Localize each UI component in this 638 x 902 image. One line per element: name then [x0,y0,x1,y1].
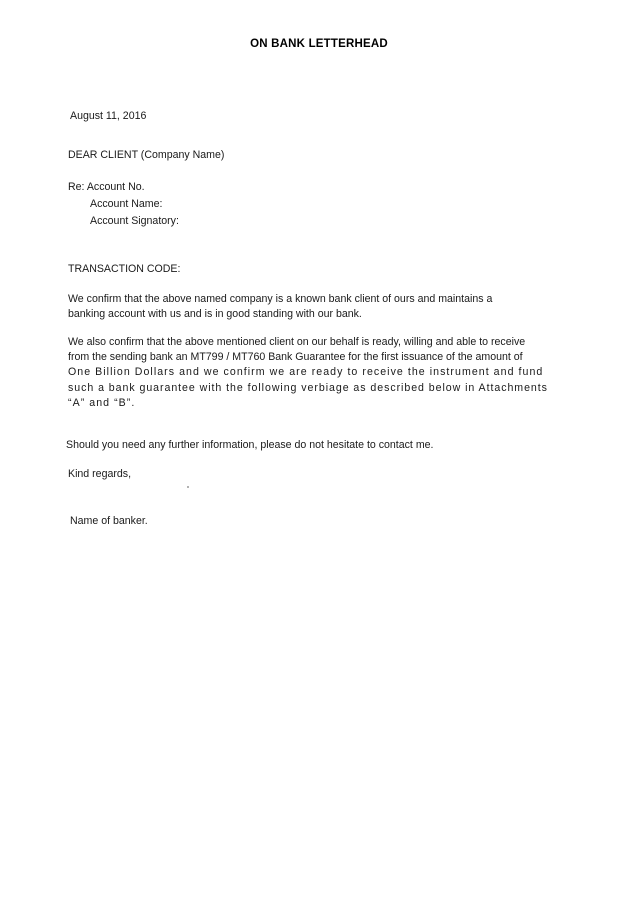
signature-mark [187,486,189,488]
sign-off: Kind regards, [68,468,132,480]
salutation: DEAR CLIENT (Company Name) [68,149,225,161]
paragraph-line: We confirm that the above named company is a known bank client of ours and maintains a [68,293,493,305]
paragraph-line: banking account with us and is in good standing with our bank. [68,308,362,321]
banker-name: Name of banker. [70,515,148,527]
letter-date: August 11, 2016 [70,110,147,122]
paragraph-line: “A” and “B”. [68,396,136,409]
letterhead-heading: ON BANK LETTERHEAD [250,38,388,50]
re-account-number: Re: Account No. [68,181,145,193]
paragraph-line: We also confirm that the above mentioned client on our behalf is ready, willing and able to receive [68,336,526,348]
guarantee-paragraph [68,335,548,411]
account-signatory-label: Account Signatory: [90,215,179,227]
transaction-code-label: TRANSACTION CODE: [68,263,181,275]
account-name-label: Account Name: [90,198,163,210]
paragraph-line: One Billion Dollars and we confirm we are ready to receive the instrument and fund [68,366,544,379]
paragraph-line: from the sending bank an MT799 / MT760 Bank Guarantee for the first issuance of the amount of [68,351,523,364]
paragraph-line: such a bank guarantee with the following verbiage as described below in Attachments [68,381,548,394]
confirmation-paragraph [68,292,548,322]
closing-note: Should you need any further information, please do not hesitate to contact me. [66,439,434,451]
